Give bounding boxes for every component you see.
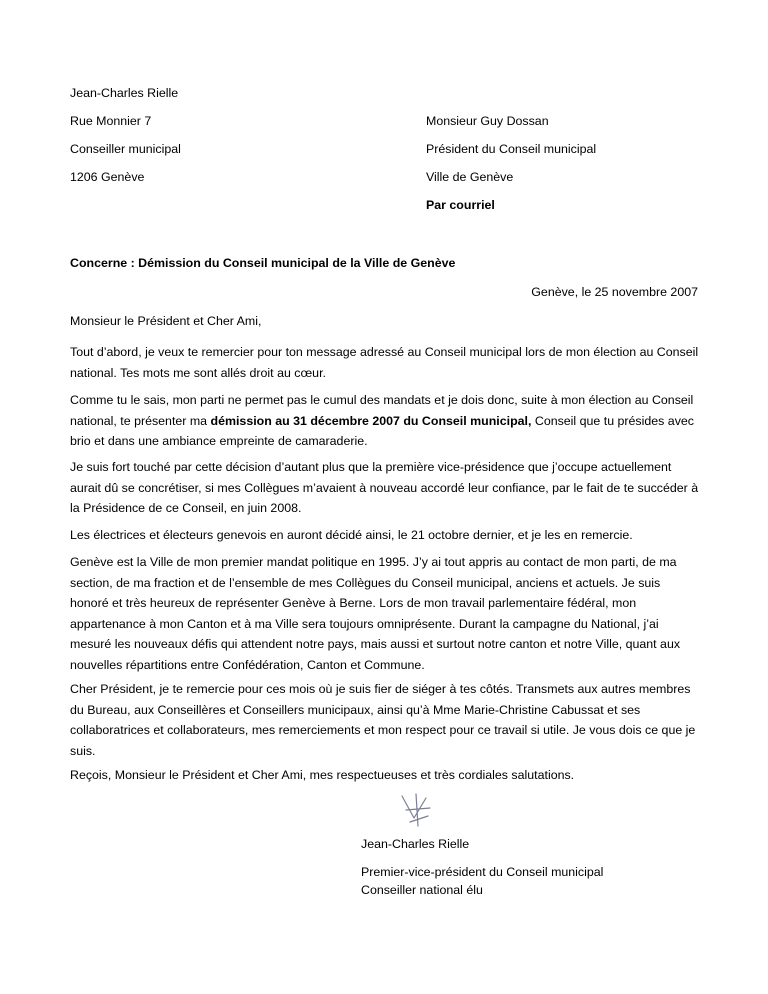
paragraph-6: Cher Président, je te remercie pour ces mois où je suis fier de siéger à tes côtés. Transmets aux autres membres du Bureau, aux Conseillères et Conseillers municipaux, ainsi qu’à Mme Marie-Christine Cabussat et ses collaboratrices et collaborateurs, mes remerciements et mon respect pour ce travail si utile. Je vous dois ce que je suis.: [70, 682, 696, 758]
paragraph-7: Reçois, Monsieur le Président et Cher Ami, mes respectueuses et très cordiales salutations.: [70, 768, 575, 782]
paragraph-5: Genève est la Ville de mon premier mandat politique en 1995. J’y ai tout appris au contact de mon parti, de ma section, de ma fraction et de l’ensemble de mes Collègues du Conseil municipal, anciens et actuels. Je suis honoré et très heureux de représenter Genève à Berne. Lors de mon travail parlementaire fédéral, mon appartenance à mon Canton et à ma Ville sera toujours omniprésente. Durant la campagne du National, j’ai mesuré les nouveaux défis qui attendent notre pays, mais aussi et surtout notre canton et notre Ville, quant aux nouvelles répartitions entre Confédération, Canton et Commune.: [70, 555, 681, 672]
paragraph-2-text-b: Conseil que tu présides avec brio et dans une ambiance empreinte de camaraderie.: [70, 413, 694, 448]
paragraph-2-bold: démission au 31 décembre 2007 du Conseil municipal,: [210, 413, 532, 428]
paragraph-4: Les électrices et électeurs genevois en auront décidé ainsi, le 21 octobre dernier, et je les en remercie.: [70, 528, 633, 542]
sender-role: Conseiller municipal: [70, 142, 181, 156]
recipient-org: Ville de Genève: [426, 170, 514, 184]
paragraph-3: Je suis fort touché par cette décision d’autant plus que la première vice-présidence que j’occupe actuellement aurait dû se concrétiser, si mes Collègues m’avaient à nouveau accordé leur confiance, par le fait de te succéder à la Présidence de ce Conseil, en juin 2008.: [70, 460, 699, 515]
handwritten-signature: [396, 788, 436, 830]
paragraph-2: [70, 390, 702, 452]
sender-name: Jean-Charles Rielle: [70, 86, 179, 100]
sender-street: Rue Monnier 7: [70, 114, 152, 128]
salutation: Monsieur le Président et Cher Ami,: [70, 314, 262, 328]
closing-name: Jean-Charles Rielle: [361, 837, 470, 851]
paragraph-1: Tout d’abord, je veux te remercier pour ton message adressé au Conseil municipal lors de mon élection au Conseil national. Tes mots me sont allés droit au cœur.: [70, 345, 699, 380]
paragraph-2-text-a: Comme tu le sais, mon parti ne permet pas le cumul des mandats et je dois donc, suite à mon élection au Conseil national, te présenter ma: [70, 393, 694, 428]
subject-line: Concerne : Démission du Conseil municipal de la Ville de Genève: [70, 256, 456, 270]
closing-title-2: Conseiller national élu: [361, 883, 483, 897]
recipient-name: Monsieur Guy Dossan: [426, 114, 549, 128]
letter-date: Genève, le 25 novembre 2007: [531, 285, 698, 299]
closing-title-1: Premier-vice-président du Conseil municipal: [361, 865, 604, 879]
sender-city: 1206 Genève: [70, 170, 145, 184]
delivery-note: Par courriel: [426, 198, 495, 212]
recipient-role: Président du Conseil municipal: [426, 142, 597, 156]
